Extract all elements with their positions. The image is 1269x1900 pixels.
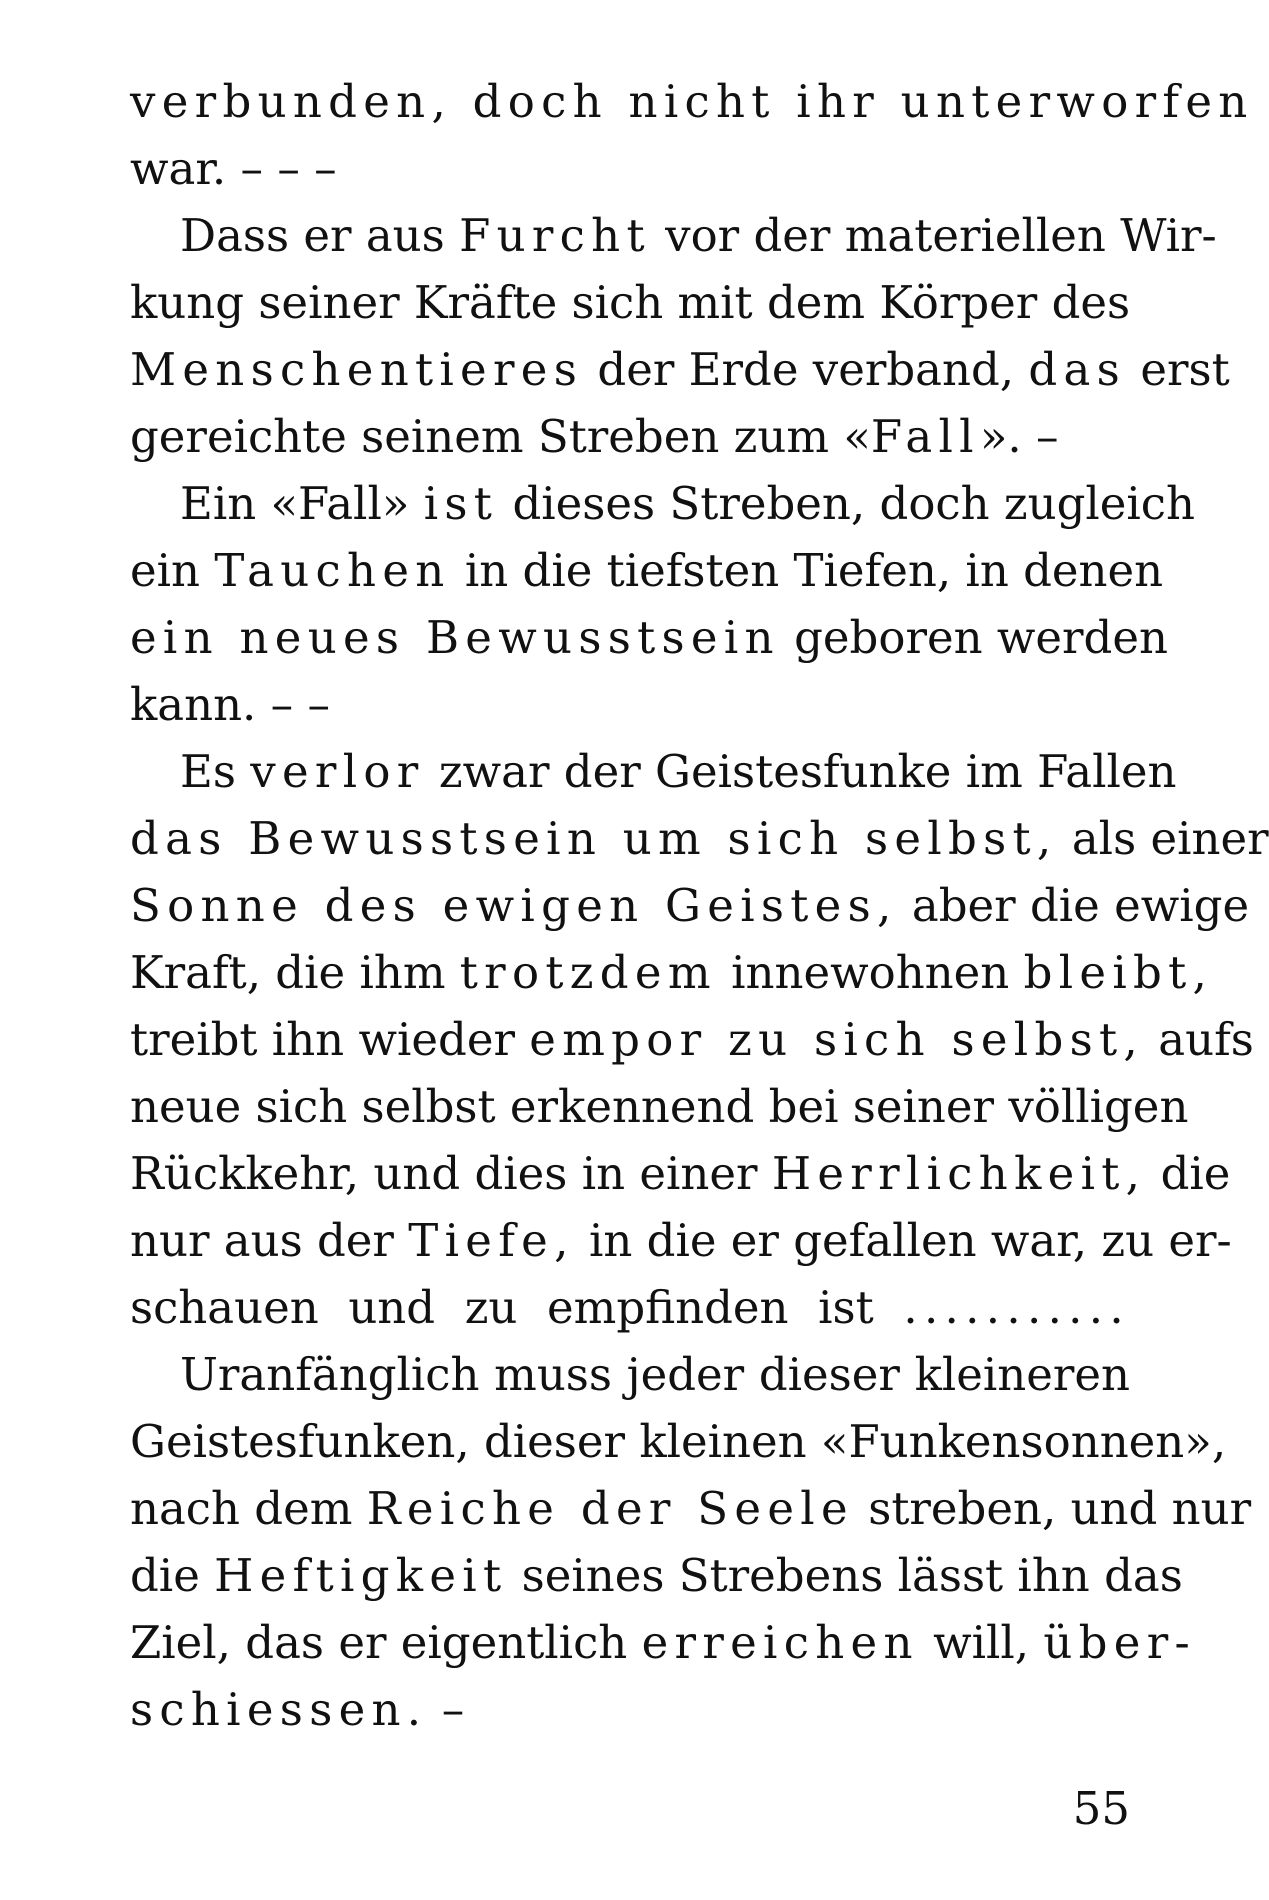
- emphasized-text: bleibt,: [1023, 946, 1214, 999]
- emphasized-text: verbunden, doch nicht ihr unterworfen: [130, 75, 1254, 128]
- emphasized-text: das Bewusstsein um sich selbst,: [130, 812, 1058, 865]
- emphasized-text: erreichen: [641, 1616, 919, 1669]
- text-line: [130, 135, 1130, 202]
- text-segment: der Erde verband,: [583, 343, 1029, 396]
- emphasized-text: ...........: [903, 1281, 1130, 1334]
- text-segment: Es: [180, 745, 251, 798]
- text-line: [130, 1140, 1231, 1207]
- text-segment: nach dem: [130, 1482, 367, 1535]
- text-segment: in die er gefallen war, zu er-: [574, 1214, 1232, 1267]
- emphasized-text: über-: [1043, 1616, 1197, 1669]
- text-line: [130, 1609, 1197, 1676]
- text-line: [130, 1006, 1254, 1073]
- text-segment: kann. – –: [130, 678, 330, 731]
- text-line: [130, 1274, 1130, 1341]
- text-segment: Rückkehr, und dies in einer: [130, 1147, 772, 1200]
- text-segment: aufs: [1143, 1013, 1254, 1066]
- text-line: [130, 1475, 1252, 1542]
- text-segment: ». –: [979, 410, 1059, 463]
- emphasized-text: Reiche der Seele: [366, 1482, 854, 1535]
- text-line: [130, 939, 1214, 1006]
- text-segment: Ziel, das er eigentlich: [130, 1616, 642, 1669]
- text-line: [130, 537, 1164, 604]
- emphasized-text: schiessen.: [130, 1683, 428, 1736]
- text-segment: zwar der Geistesfunke im Fallen: [424, 745, 1177, 798]
- text-line: [130, 336, 1230, 403]
- text-segment: innewohnen: [716, 946, 1024, 999]
- text-segment: seines Strebens lässt ihn das: [507, 1549, 1183, 1602]
- text-line: [130, 738, 1177, 805]
- text-segment: nur aus der: [130, 1214, 409, 1267]
- text-line: [130, 269, 1130, 336]
- text-segment: Ein «Fall»: [180, 477, 424, 530]
- text-line: [130, 1542, 1183, 1609]
- emphasized-text: empor zu sich selbst,: [529, 1013, 1144, 1066]
- text-segment: geboren werden: [779, 611, 1168, 664]
- text-segment: –: [427, 1683, 465, 1736]
- text-segment: ein: [130, 544, 215, 597]
- text-segment: will,: [918, 1616, 1044, 1669]
- emphasized-text: Heftigkeit: [214, 1549, 508, 1602]
- emphasized-text: ist: [423, 477, 499, 530]
- emphasized-text: Sonne des ewigen Geistes,: [130, 879, 898, 932]
- emphasized-text: Tauchen: [214, 544, 451, 597]
- text-segment: die: [130, 1549, 215, 1602]
- text-line: [130, 1073, 1189, 1140]
- emphasized-text: Herrlichkeit,: [771, 1147, 1147, 1200]
- text-segment: Dass er aus: [180, 209, 460, 262]
- text-line: [130, 872, 1250, 939]
- text-line: [130, 1676, 1130, 1743]
- text-segment: streben, und nur: [853, 1482, 1252, 1535]
- text-segment: neue sich selbst erkennend bei seiner völligen: [130, 1080, 1189, 1133]
- text-line: [130, 1207, 1232, 1274]
- text-line: [130, 1341, 1130, 1408]
- text-segment: kung seiner Kräfte sich mit dem Körper des: [130, 276, 1131, 329]
- text-line: [130, 604, 1168, 671]
- text-line: [130, 68, 1254, 135]
- text-line: [130, 805, 1269, 872]
- text-segment: erst: [1126, 343, 1230, 396]
- emphasized-text: verlor: [250, 745, 425, 798]
- page-number: 55: [1072, 1782, 1130, 1835]
- text-segment: Geistesfunken, dieser kleinen «Funkensonnen»,: [130, 1415, 1227, 1468]
- emphasized-text: das: [1028, 343, 1127, 396]
- emphasized-text: ein neues: [130, 611, 426, 664]
- text-segment: gereichte seinem Streben zum «: [130, 410, 871, 463]
- emphasized-text: trotzdem: [459, 946, 717, 999]
- text-line: [130, 202, 1217, 269]
- text-segment: vor der materiellen Wir-: [650, 209, 1217, 262]
- text-segment: dieses Streben, doch zugleich: [498, 477, 1195, 530]
- text-line: [130, 1408, 1227, 1475]
- text-segment: die: [1146, 1147, 1231, 1200]
- text-segment: in die tiefsten Tiefen, in denen: [450, 544, 1164, 597]
- emphasized-text: Bewusstsein: [425, 611, 780, 664]
- emphasized-text: Furcht: [459, 209, 651, 262]
- text-segment: als einer: [1057, 812, 1269, 865]
- body-text: [130, 68, 1269, 1743]
- text-segment: war. – – –: [130, 142, 337, 195]
- emphasized-text: Menschentieres: [130, 343, 584, 396]
- emphasized-text: Fall: [870, 410, 980, 463]
- text-segment: schauen und zu empfinden ist: [130, 1281, 904, 1334]
- text-line: [130, 470, 1195, 537]
- text-segment: aber die ewige: [897, 879, 1250, 932]
- emphasized-text: Tiefe,: [408, 1214, 575, 1267]
- text-segment: Uranfänglich muss jeder dieser kleineren: [180, 1348, 1130, 1401]
- text-line: [130, 403, 1130, 470]
- text-line: [130, 671, 1130, 738]
- text-segment: Kraft, die ihm: [130, 946, 460, 999]
- text-segment: treibt ihn wieder: [130, 1013, 530, 1066]
